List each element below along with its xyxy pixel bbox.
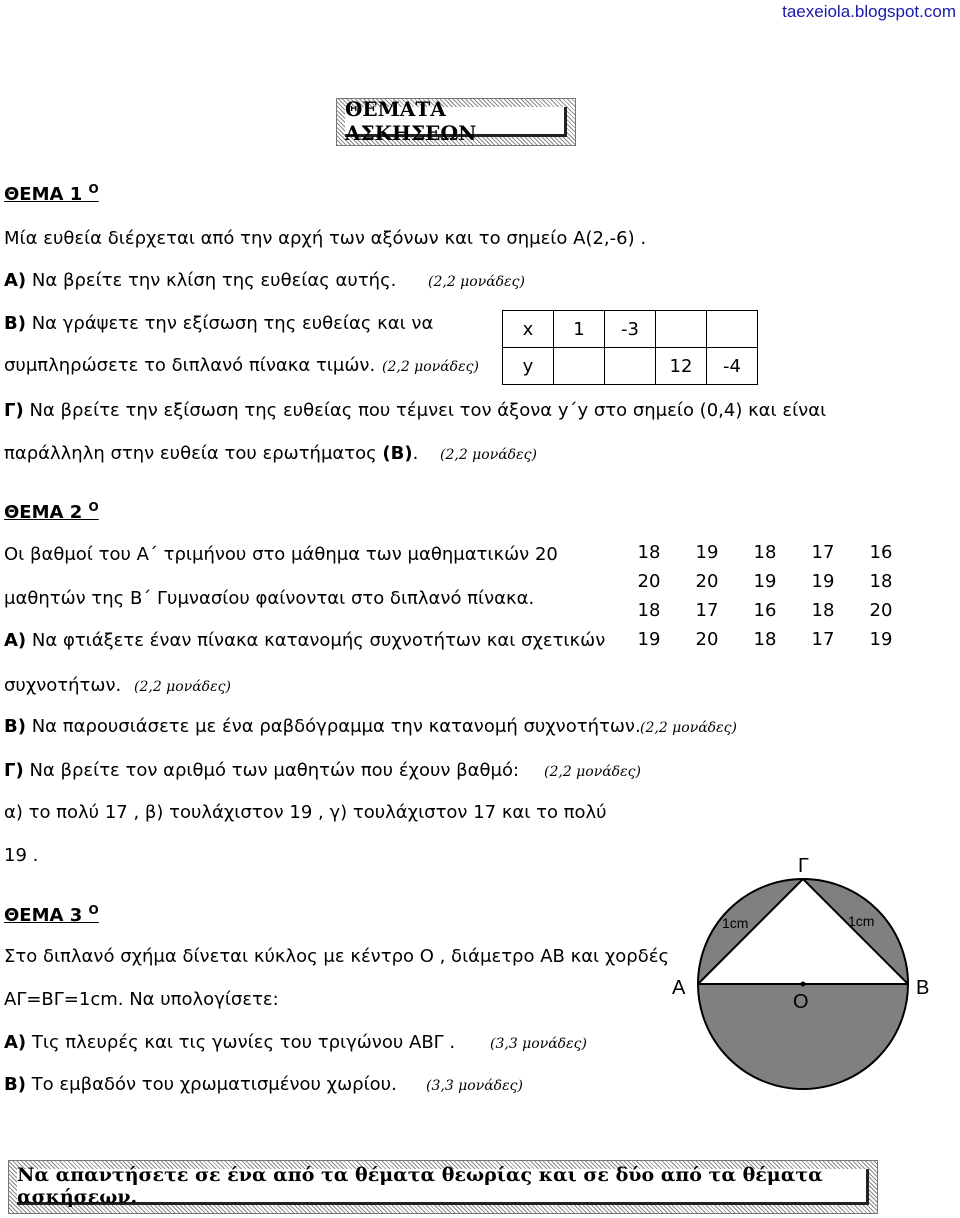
t3-intro1: Στο διπλανό σχήμα δίνεται κύκλος με κέντρο Ο , διάμετρο ΑΒ και χορδές (4, 946, 670, 967)
grades-row (620, 567, 910, 596)
theme-2-sup: Ο (88, 500, 99, 514)
theme-2-heading (4, 500, 99, 523)
t2-a-points: (2,2 μονάδες) (134, 679, 231, 695)
grade-cell: 20 (695, 571, 719, 592)
t2-question-b (4, 716, 641, 737)
label-A: Α (672, 977, 686, 999)
grade-cell: 19 (695, 542, 719, 563)
table-cell: y (503, 348, 554, 385)
values-table (502, 310, 758, 385)
page-title: ΘΕΜΑΤΑ ΑΣΚΗΣΕΩΝ (345, 107, 567, 137)
grades-row (620, 596, 910, 625)
table-cell: -3 (605, 311, 656, 348)
label-B: Β (916, 977, 930, 999)
center-point (801, 982, 806, 987)
table-cell (605, 348, 656, 385)
t2-a-text1: Να φτιάξετε έναν πίνακα κατανομής συχνοτήτων και σχετικών (31, 630, 606, 651)
values-row-x (503, 311, 758, 348)
grade-cell: 18 (753, 542, 777, 563)
t1-c-text1: Να βρείτε την εξίσωση της ευθείας που τέμνει τον άξονα y΄y στο σημείο (0,4) και είναι (29, 400, 827, 421)
grades-table (620, 538, 910, 654)
t3-question-b (4, 1074, 397, 1095)
table-cell (707, 311, 758, 348)
grade-cell: 17 (695, 600, 719, 621)
grade-cell: 18 (637, 542, 661, 563)
t2-a-text2: συχνοτήτων. (4, 675, 122, 696)
t1-a-text: Να βρείτε την κλίση της ευθείας αυτής. (31, 270, 397, 291)
t2-c-sub2: 19 . (4, 845, 39, 866)
t2-b-text: Να παρουσιάσετε με ένα ραβδόγραμμα την κατανομή συχνοτήτων. (31, 716, 641, 737)
t1-c-text2: παράλληλη στην ευθεία του ερωτήματος (4, 443, 377, 464)
label-side-left: 1cm (722, 915, 749, 931)
label-G: Γ (798, 855, 810, 877)
t1-c-points: (2,2 μονάδες) (440, 447, 537, 463)
theme-1-title: ΘΕΜΑ 1 (4, 184, 83, 205)
table-cell (554, 348, 605, 385)
t1-b-points: (2,2 μονάδες) (382, 359, 479, 375)
t1-question-b (4, 313, 433, 334)
t2-c-sub1: α) το πολύ 17 , β) τουλάχιστον 19 , γ) τουλάχιστον 17 και το πολύ (4, 802, 607, 823)
grade-cell: 20 (637, 571, 661, 592)
site-url: taexeiola.blogspot.com (782, 2, 956, 21)
theme-1-sup: Ο (88, 182, 99, 196)
grade-cell: 19 (811, 571, 835, 592)
grade-cell: 17 (811, 629, 835, 650)
t1-c-label: Γ) (4, 400, 24, 421)
table-cell: 1 (554, 311, 605, 348)
t3-a-text: Τις πλευρές και τις γωνίες του τριγώνου ΑΒΓ . (31, 1032, 456, 1053)
t2-c-text: Να βρείτε τον αριθμό των μαθητών που έχουν βαθμό: (29, 760, 520, 781)
t3-a-points: (3,3 μονάδες) (490, 1036, 587, 1052)
grade-cell: 19 (869, 629, 893, 650)
grades-row (620, 538, 910, 567)
t1-a-label: Α) (4, 270, 27, 291)
grade-cell: 18 (811, 600, 835, 621)
t1-b-text1: Να γράψετε την εξίσωση της ευθείας και να (31, 313, 434, 334)
t1-a-points: (2,2 μονάδες) (428, 274, 525, 290)
grade-cell: 20 (695, 629, 719, 650)
t2-c-points: (2,2 μονάδες) (544, 764, 641, 780)
t3-a-label: Α) (4, 1032, 27, 1053)
t1-c-dot: . (412, 443, 419, 464)
t1-intro: Μία ευθεία διέρχεται από την αρχή των αξόνων και το σημείο Α(2,-6) . (4, 228, 647, 249)
theme-3-heading (4, 903, 99, 926)
title-banner (336, 98, 576, 146)
grade-cell: 19 (637, 629, 661, 650)
label-O: Ο (793, 991, 809, 1013)
table-cell: 12 (656, 348, 707, 385)
circle-figure (666, 850, 956, 1150)
t2-c-label: Γ) (4, 760, 24, 781)
grade-cell: 16 (869, 542, 893, 563)
t3-question-a (4, 1032, 455, 1053)
theme-3-sup: Ο (88, 903, 99, 917)
t1-c-line2 (4, 443, 418, 464)
t1-b-text2: συμπληρώσετε το διπλανό πίνακα τιμών. (4, 355, 376, 376)
grade-cell: 16 (753, 600, 777, 621)
theme-1-heading (4, 182, 99, 205)
t3-b-label: Β) (4, 1074, 26, 1095)
grades-row (620, 625, 910, 654)
grade-cell: 20 (869, 600, 893, 621)
t3-b-text: Το εμβαδόν του χρωματισμένου χωρίου. (31, 1074, 397, 1095)
t2-intro2: μαθητών της Β΄ Γυμνασίου φαίνονται στο διπλανό πίνακα. (4, 588, 535, 609)
t1-c-ref: (Β) (382, 443, 413, 464)
footer-note: Να απαντήσετε σε ένα από τα θέματα θεωρίας και σε δύο από τα θέματα ασκήσεων. (17, 1169, 869, 1205)
t2-intro1: Οι βαθμοί του Α΄ τριμήνου στο μάθημα των μαθηματικών 20 (4, 544, 558, 565)
table-cell (656, 311, 707, 348)
table-cell: x (503, 311, 554, 348)
theme-2-title: ΘΕΜΑ 2 (4, 502, 83, 523)
t2-b-label: Β) (4, 716, 26, 737)
values-row-y (503, 348, 758, 385)
t2-a-label: Α) (4, 630, 27, 651)
label-side-right: 1cm (848, 913, 875, 929)
t1-b-label: Β) (4, 313, 26, 334)
grade-cell: 17 (811, 542, 835, 563)
grade-cell: 18 (637, 600, 661, 621)
table-cell: -4 (707, 348, 758, 385)
t2-question-c (4, 760, 519, 781)
t2-b-points: (2,2 μονάδες) (640, 720, 737, 736)
grade-cell: 19 (753, 571, 777, 592)
theme-3-title: ΘΕΜΑ 3 (4, 905, 83, 926)
t3-b-points: (3,3 μονάδες) (426, 1078, 523, 1094)
t1-question-c (4, 400, 826, 421)
grade-cell: 18 (869, 571, 893, 592)
grade-cell: 18 (753, 629, 777, 650)
t2-question-a (4, 630, 605, 651)
footer-banner (8, 1160, 878, 1214)
t1-question-a (4, 270, 396, 291)
t3-intro2: ΑΓ=ΒΓ=1cm. Να υπολογίσετε: (4, 989, 279, 1010)
